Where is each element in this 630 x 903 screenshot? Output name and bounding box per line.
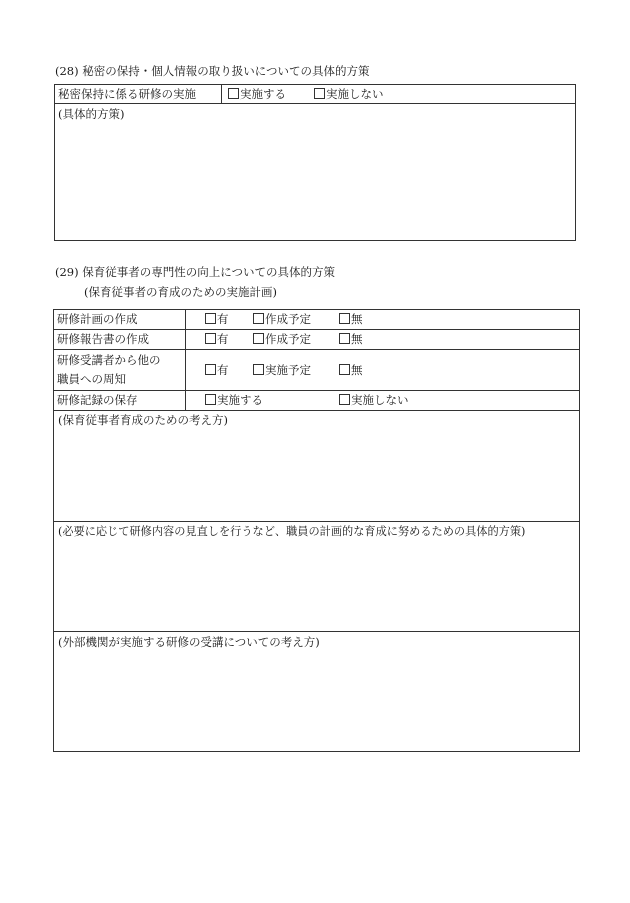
- divider: [53, 410, 580, 411]
- checkbox-icon: [339, 364, 350, 375]
- divider: [54, 103, 576, 104]
- option-implement[interactable]: 実施する: [228, 86, 286, 102]
- checkbox-icon: [205, 364, 216, 375]
- free-section-label-philosophy: (保育従事者育成のための考え方): [58, 413, 228, 427]
- divider: [53, 631, 580, 632]
- divider: [221, 84, 222, 103]
- detail-input-area[interactable]: [55, 124, 575, 239]
- row-label-training-report: 研修報告書の作成: [57, 332, 149, 346]
- divider: [185, 309, 186, 410]
- checkbox-icon: [339, 313, 350, 324]
- checkbox-icon: [205, 333, 216, 344]
- checkbox-icon: [339, 333, 350, 344]
- external-input-area[interactable]: [54, 652, 579, 750]
- review-input-area[interactable]: [54, 542, 579, 630]
- option-not-implement[interactable]: 実施しない: [339, 392, 409, 408]
- section-29-subheading: (保育従事者の育成のための実施計画): [84, 285, 277, 299]
- option-no[interactable]: 無: [339, 331, 363, 347]
- section-28-heading: (28) 秘密の保持・個人情報の取り扱いについての具体的方策: [55, 64, 370, 78]
- divider: [53, 521, 580, 522]
- divider: [53, 349, 580, 350]
- checkbox-icon: [253, 364, 264, 375]
- checkbox-icon: [314, 88, 325, 99]
- free-section-label-review: (必要に応じて研修内容の見直しを行うなど、職員の計画的な育成に努めるための具体的方策): [58, 525, 526, 538]
- row-label-line: 職員への周知: [57, 372, 126, 386]
- option-planned[interactable]: 実施予定: [253, 362, 311, 378]
- checkbox-icon: [339, 394, 350, 405]
- training-label: 秘密保持に係る研修の実施: [58, 87, 196, 101]
- row-label-staff-sharing: [57, 351, 161, 389]
- option-implement[interactable]: 実施する: [205, 392, 263, 408]
- row-label-line: 研修受講者から他の: [57, 353, 161, 367]
- checkbox-icon: [253, 313, 264, 324]
- option-no[interactable]: 無: [339, 362, 363, 378]
- row-label-training-plan: 研修計画の作成: [57, 312, 138, 326]
- free-section-label-external: (外部機関が実施する研修の受講についての考え方): [58, 635, 320, 649]
- checkbox-icon: [253, 333, 264, 344]
- option-planned[interactable]: 作成予定: [253, 311, 311, 327]
- checkbox-icon: [205, 394, 216, 405]
- option-yes[interactable]: 有: [205, 331, 229, 347]
- philosophy-input-area[interactable]: [54, 430, 579, 520]
- checkbox-icon: [228, 88, 239, 99]
- divider: [53, 390, 580, 391]
- divider: [53, 329, 580, 330]
- option-no[interactable]: 無: [339, 311, 363, 327]
- option-yes[interactable]: 有: [205, 362, 229, 378]
- option-planned[interactable]: 作成予定: [253, 331, 311, 347]
- option-yes[interactable]: 有: [205, 311, 229, 327]
- detail-label: (具体的方策): [58, 107, 125, 121]
- section-29-heading: (29) 保育従事者の専門性の向上についての具体的方策: [55, 265, 336, 279]
- option-not-implement[interactable]: 実施しない: [314, 86, 384, 102]
- row-label-training-records: 研修記録の保存: [57, 393, 138, 407]
- checkbox-icon: [205, 313, 216, 324]
